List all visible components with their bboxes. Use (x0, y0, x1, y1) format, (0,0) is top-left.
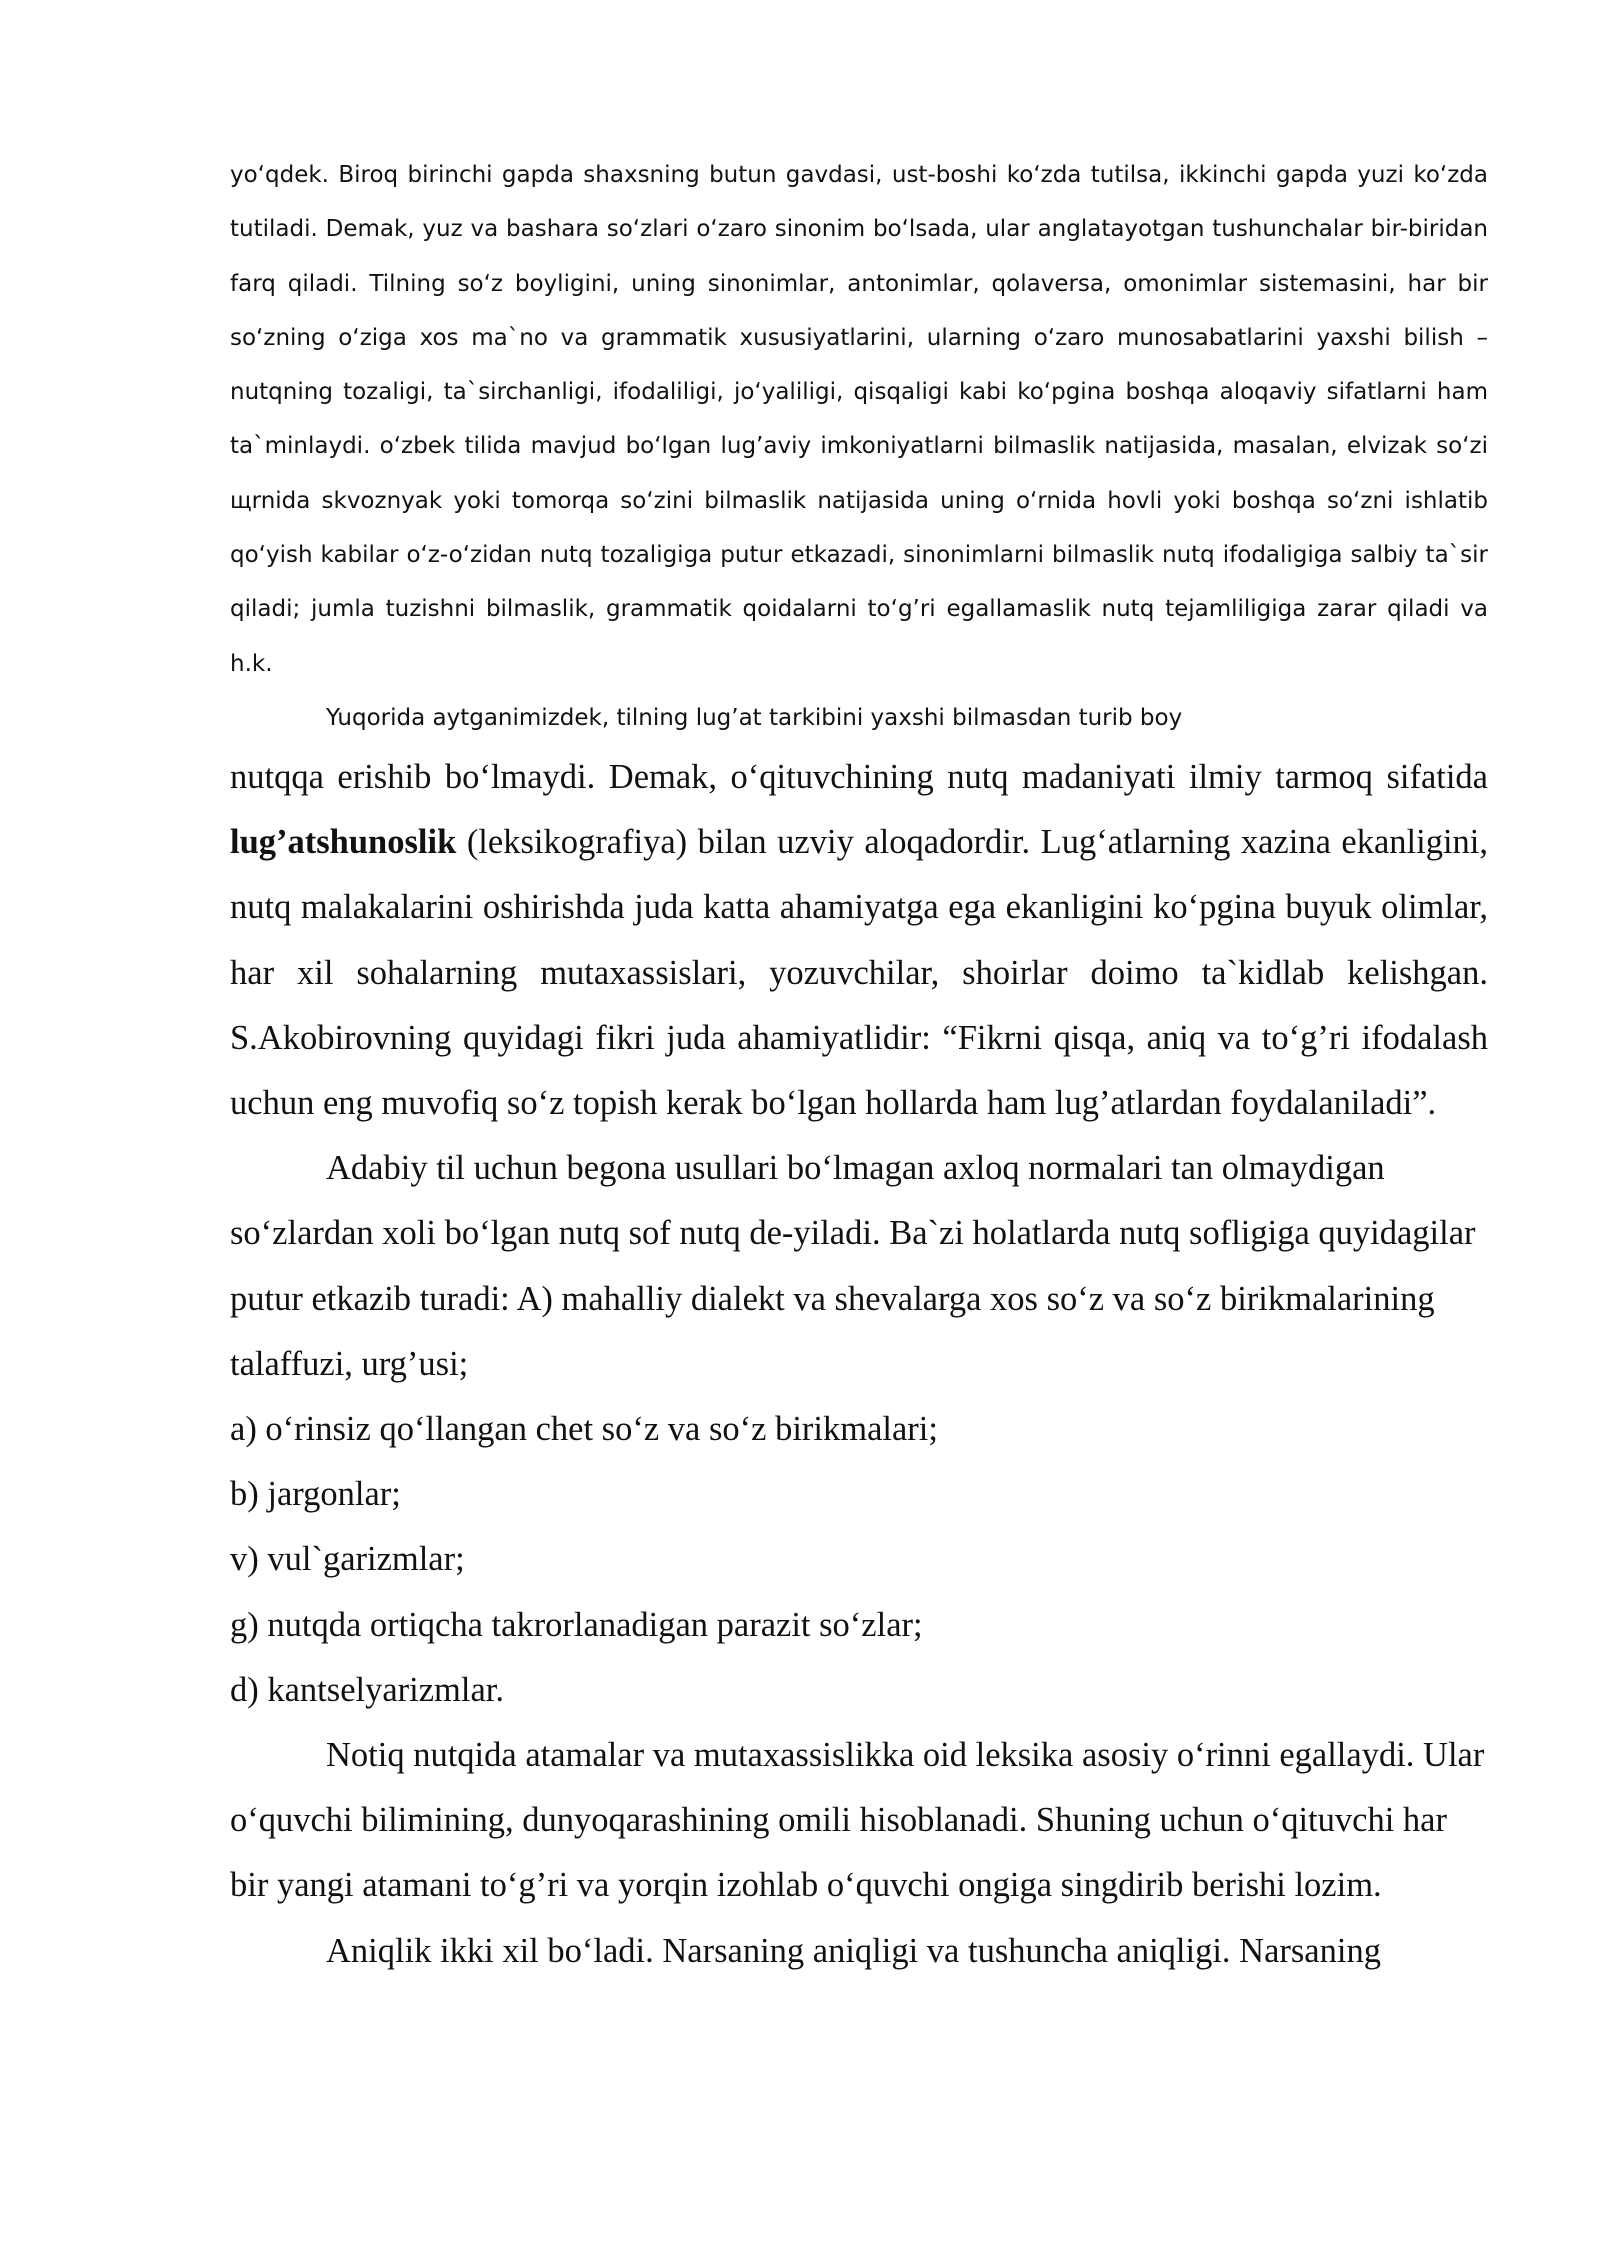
document-page (230, 148, 1488, 1984)
paragraph-sof-nutq: Adabiy til uchun begona usullari bo‘lmagan axloq normalari tan olmaydigan so‘zlardan xoli bo‘lgan nutq sof nutq de-yiladi. Ba`zi holatlarda nutq sofligiga quyidagilar putur etkazib turadi: A) mahalliy dialekt va shevalarga xos so‘z va so‘z birikmalarining talaffuzi, urg’usi; (230, 1149, 1476, 1383)
list-item: b) jargonlar; (230, 1475, 401, 1514)
paragraph-lugatshunoslik-part-b: (leksikografiya) bilan uzviy aloqadordir. Lug‘atlarning xazina ekanligini, nutq malakalarini oshirishda juda katta ahamiyatga ega ekanligini ko‘pgina buyuk olimlar, har xil sohalarning mutaxassislari, yozuvchilar, shoirlar doimo ta`kidlab kelishgan. S.Akobirovning quyidagi fikri juda ahamiyatlidir: “Fikrni qisqa, aniq va to‘g’ri ifodalash uchun eng muvofiq so‘z topish kerak bo‘lgan hollarda ham lug’atlardan foydalaniladi”. (230, 823, 1488, 1122)
list-item: a) o‘rinsiz qo‘llangan chet so‘z va so‘z birikmalari; (230, 1410, 938, 1448)
list-item: d) kantselyarizmlar. (230, 1670, 504, 1709)
list-item: v) vul`garizmlar; (230, 1540, 465, 1579)
paragraph-aniqlik: Aniqlik ikki xil bo‘ladi. Narsaning aniqligi va tushuncha aniqligi. Narsaning (326, 1931, 1381, 1970)
paragraph-sinonim: yo‘qdek. Biroq birinchi gapda shaxsning butun gavdasi, ust-boshi ko‘zda tutilsa, ikkinchi gapda yuzi ko‘zda tutiladi. Demak, yuz va bashara so‘zlari o‘zaro sinonim bo‘lsada, ular anglatayotgan tushunchalar bir-biridan farq qiladi. Tilning so‘z boyligini, uning sinonimlar, antonimlar, qolaversa, omonimlar sistemasini, har bir so‘zning o‘ziga xos ma`no va grammatik xususiyatlarini, ularning o‘zaro munosabatlarini yaxshi bilish – nutqning tozaligi, ta`sirchanligi, ifodaliligi, jo‘yaliligi, qisqaligi kabi ko‘pgina boshqa aloqaviy sifatlarni ham ta`minlaydi. o‘zbek tilida mavjud bo‘lgan lug’aviy imkoniyatlarni bilmaslik natijasida, masalan, elvizak so‘zi щrnida skvoznyak yoki tomorqa so‘zini bilmaslik natijasida uning o‘rnida hovli yoki boshqa so‘zni ishlatib qo‘yish kabilar o‘z-o‘zidan nutq tozaligiga putur etkazadi, sinonimlarni bilmaslik nutq ifodaligiga salbiy ta`sir qiladi; jumla tuzishni bilmaslik, grammatik qoidalarni to‘g’ri egallamaslik nutq tejamliligiga zarar qiladi va h.k. (230, 162, 1488, 677)
paragraph-lugat-first-line: Yuqorida aytganimizdek, tilning lug’at tarkibini yaxshi bilmasdan turib boy (326, 704, 1183, 731)
list-item: g) nutqda ortiqcha takrorlanadigan parazit so‘zlar; (230, 1605, 923, 1644)
paragraph-atamalar: Notiq nutqida atamalar va mutaxassislikka oid leksika asosiy o‘rinni egallaydi. Ular o‘quvchi bilimining, dunyoqarashining omili hisoblanadi. Shuning uchun o‘qituvchi har bir yangi atamani to‘g’ri va yorqin izohlab o‘quvchi ongiga singdirib berishi lozim. (230, 1736, 1485, 1905)
paragraph-lugatshunoslik (230, 745, 1488, 1136)
paragraph-lugatshunoslik-part-a: nutqqa erishib bo‘lmaydi. Demak, o‘qituvchining nutq madaniyati ilmiy tarmoq sifatida (230, 757, 1488, 796)
term-lugatshunoslik: lug’atshunoslik (230, 823, 457, 862)
